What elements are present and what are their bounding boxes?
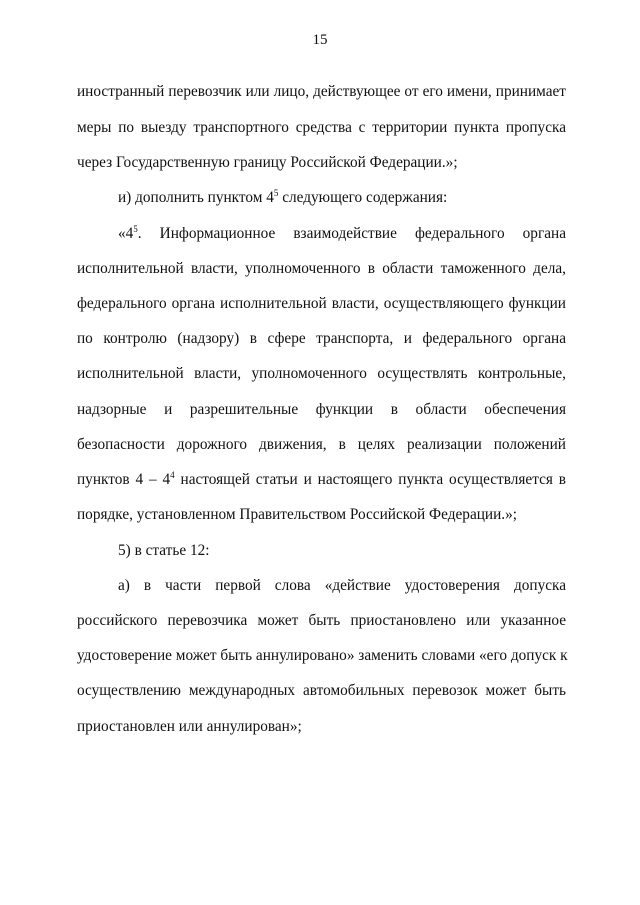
text-line: порядке, установленном Правительством Российской Федерации.»; (77, 506, 518, 523)
superscript: 5 (133, 224, 138, 234)
text-line: федерального органа исполнительной власти, осуществляющего функции (77, 295, 566, 312)
text-span: «4 (118, 225, 134, 242)
text-line: меры по выезду транспортного средства с территории пункта пропуска (77, 119, 566, 136)
text-line (77, 470, 566, 490)
superscript: 4 (170, 470, 175, 480)
text-line: через Государственную границу Российской Федерации.»; (77, 154, 458, 171)
text-span: настоящей статьи и настоящего пункта осуществляется в (174, 471, 566, 488)
text-span: пунктов 4 – 4 (77, 471, 171, 488)
page-number: 15 (312, 32, 328, 48)
text-line: безопасности дорожного движения, в целях реализации положений (77, 436, 566, 453)
text-line: 5) в статье 12: (118, 542, 210, 559)
text-line: а) в части первой слова «действие удостоверения допуска (118, 577, 566, 594)
text-span: и) дополнить пунктом 4 (118, 189, 274, 206)
text-line: по контролю (надзору) в сфере транспорта, и федерального органа (77, 330, 566, 347)
text-line (118, 224, 566, 244)
text-span: . Информационное взаимодействие федерального органа (137, 225, 566, 242)
text-line: надзорные и разрешительные функции в области обеспечения (77, 401, 566, 418)
superscript: 5 (273, 188, 279, 198)
text-span: следующего содержания: (278, 189, 448, 206)
text-line: приостановлен или аннулирован»; (77, 718, 302, 735)
text-line: исполнительной власти, уполномоченного осуществлять контрольные, (77, 365, 566, 382)
text-line: удостоверение может быть аннулировано» заменить словами «его допуск к (77, 647, 568, 664)
text-line: российского перевозчика может быть приостановлено или указанное (77, 612, 566, 629)
text-line (118, 188, 566, 208)
text-line: исполнительной власти, уполномоченного в области таможенного дела, (77, 260, 566, 277)
text-line: иностранный перевозчик или лицо, действующее от его имени, принимает (77, 83, 566, 100)
text-line: осуществлению международных автомобильных перевозок может быть (77, 682, 566, 699)
